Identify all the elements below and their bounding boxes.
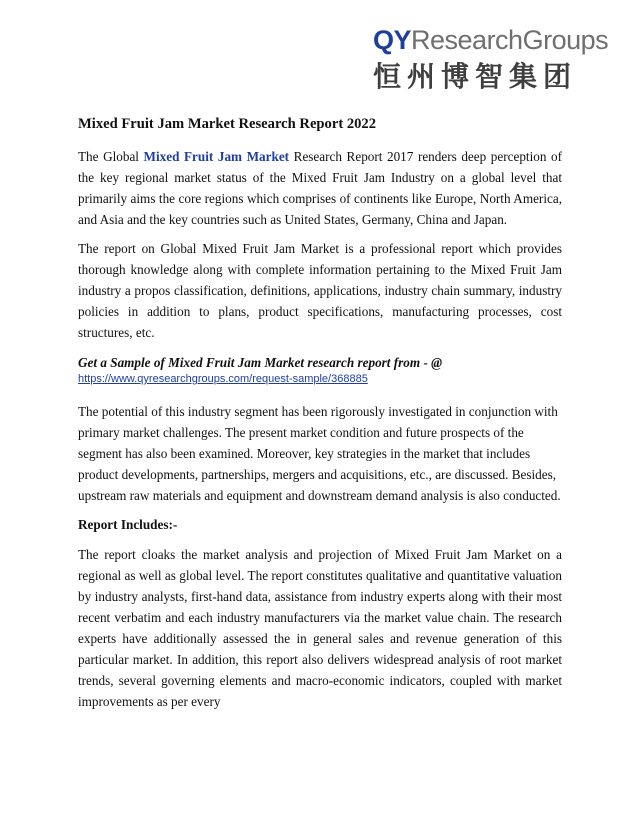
sample-request-link[interactable]: https://www.qyresearchgroups.com/request-sample/368885 (78, 373, 368, 385)
paragraph-potential: The potential of this industry segment has been rigorously investigated in conjunction with primary market challenges. The present market condition and future prospects of the segment has also been examined. Moreover, key strategies in the market that includes product developments, partnerships, mergers and acquisitions, etc., are discussed. Besides, upstream raw materials and equipment and downstream demand analysis is also conducted. (78, 404, 561, 503)
logo-english (373, 24, 609, 56)
page-title: Mixed Fruit Jam Market Research Report 2022 (78, 116, 377, 132)
paragraph-report-includes: The report cloaks the market analysis and projection of Mixed Fruit Jam Market on a regional as well as global level. The report constitutes qualitative and quantitative valuation by industry analysts, first-hand data, assistance from industry experts along with their most recent verbatim and each industry manufacturers via the market value chain. The research experts have additionally assessed the in general sales and revenue generation of this particular market. In addition, this report also delivers widespread analysis of root market trends, several governing elements and macro-economic indicators, coupled with market improvements as per every (78, 547, 562, 709)
paragraph-description: The report on Global Mixed Fruit Jam Market is a professional report which provides thorough knowledge along with complete information pertaining to the Mixed Fruit Jam industry a propos classification, definitions, applications, industry chain summary, industry policies in addition to plans, product specifications, manufacturing processes, cost structures, etc. (78, 241, 562, 340)
intro-paragraph (78, 146, 562, 230)
intro-before: The Global (78, 149, 144, 164)
logo-chinese: 恒州博智集团 (373, 60, 578, 93)
intro-after: Research Report 2017 renders deep perception of the key regional market status of the Mixed Fruit Jam Industry on a global level that primarily aims the core regions which comprises of continents like Europe, North America, and Asia and the key countries such as United States, Germany, China and Japan. (78, 149, 562, 227)
sample-request-text: Get a Sample of Mixed Fruit Jam Market research report from - @ (78, 355, 443, 370)
company-logo (373, 24, 609, 94)
logo-name: ResearchGroups (411, 25, 609, 55)
logo-prefix: QY (373, 25, 412, 55)
document-body (78, 115, 562, 712)
intro-highlight: Mixed Fruit Jam Market (143, 149, 290, 164)
section-heading-report-includes: Report Includes:- (78, 517, 178, 532)
